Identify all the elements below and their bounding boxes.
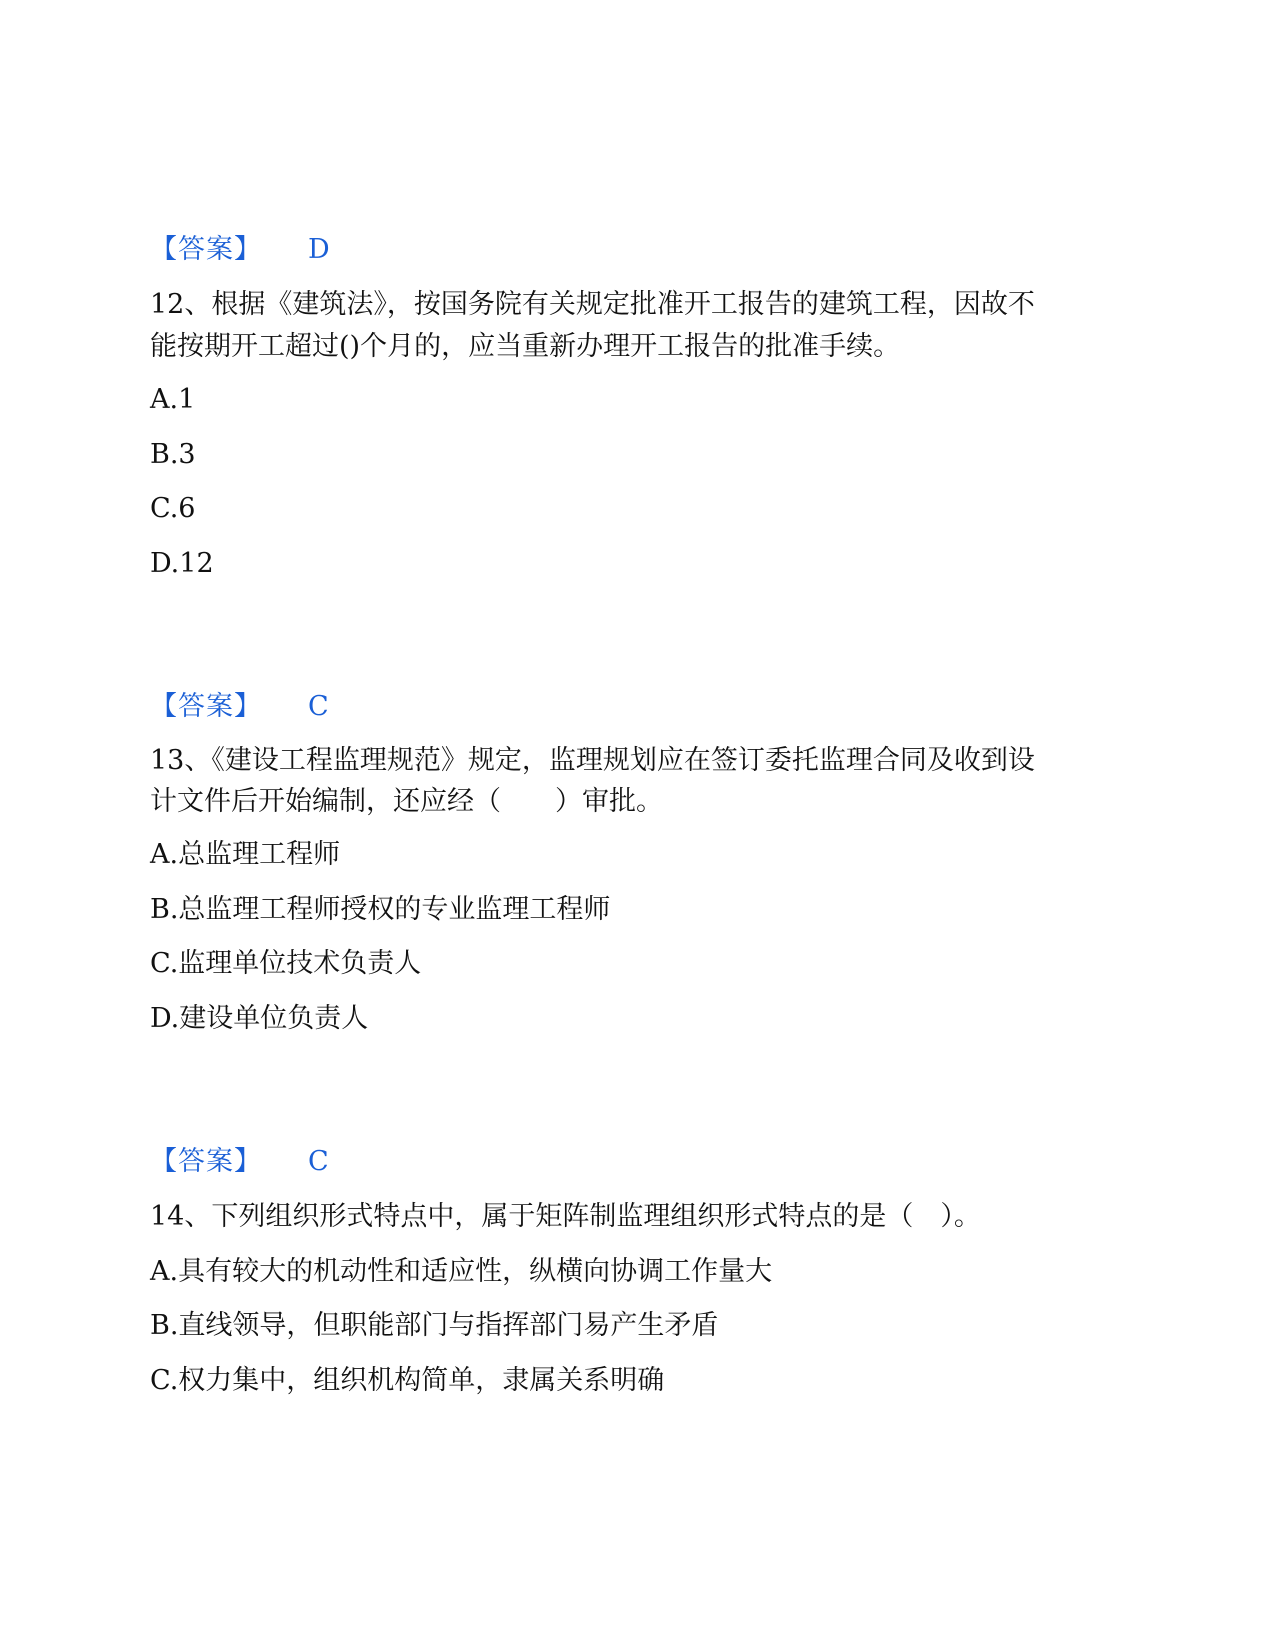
question-14-option-b: B.直线领导，但职能部门与指挥部门易产生矛盾 [150, 1310, 719, 1341]
question-13-option-c: C.监理单位技术负责人 [150, 948, 422, 979]
question-13-option-d: D.建设单位负责人 [150, 1003, 369, 1034]
question-14-option-c: C.权力集中，组织机构简单，隶属关系明确 [150, 1365, 665, 1396]
answer-label: 【答案】 [150, 234, 262, 265]
answer-label: 【答案】 [150, 1146, 262, 1177]
answer-value: C [308, 1146, 329, 1177]
answer-label: 【答案】 [150, 691, 262, 722]
question-13-option-a: A.总监理工程师 [150, 839, 341, 870]
answer-row [150, 1145, 550, 1179]
question-12-option-d: D.12 [150, 548, 214, 579]
answer-row [150, 233, 550, 267]
answer-value: D [308, 234, 330, 265]
question-12-line-2: 能按期开工超过()个月的，应当重新办理开工报告的批准手续。 [150, 331, 901, 362]
answer-value: C [308, 691, 329, 722]
question-12-option-c: C.6 [150, 493, 196, 524]
question-12-line-1: 12、根据《建筑法》，按国务院有关规定批准开工报告的建筑工程，因故不 [150, 289, 1035, 320]
question-13-option-b: B.总监理工程师授权的专业监理工程师 [150, 894, 611, 925]
question-13-line-2: 计文件后开始编制，还应经（ ）审批。 [150, 786, 663, 817]
question-14-option-a: A.具有较大的机动性和适应性，纵横向协调工作量大 [150, 1256, 773, 1287]
question-14-line-1: 14、下列组织形式特点中，属于矩阵制监理组织形式特点的是（ ）。 [150, 1201, 981, 1232]
question-12-option-b: B.3 [150, 439, 196, 470]
question-12-option-a: A.1 [150, 384, 196, 415]
question-13-line-1: 13、《建设工程监理规范》规定，监理规划应在签订委托监理合同及收到设 [150, 745, 1035, 776]
answer-row [150, 690, 550, 724]
